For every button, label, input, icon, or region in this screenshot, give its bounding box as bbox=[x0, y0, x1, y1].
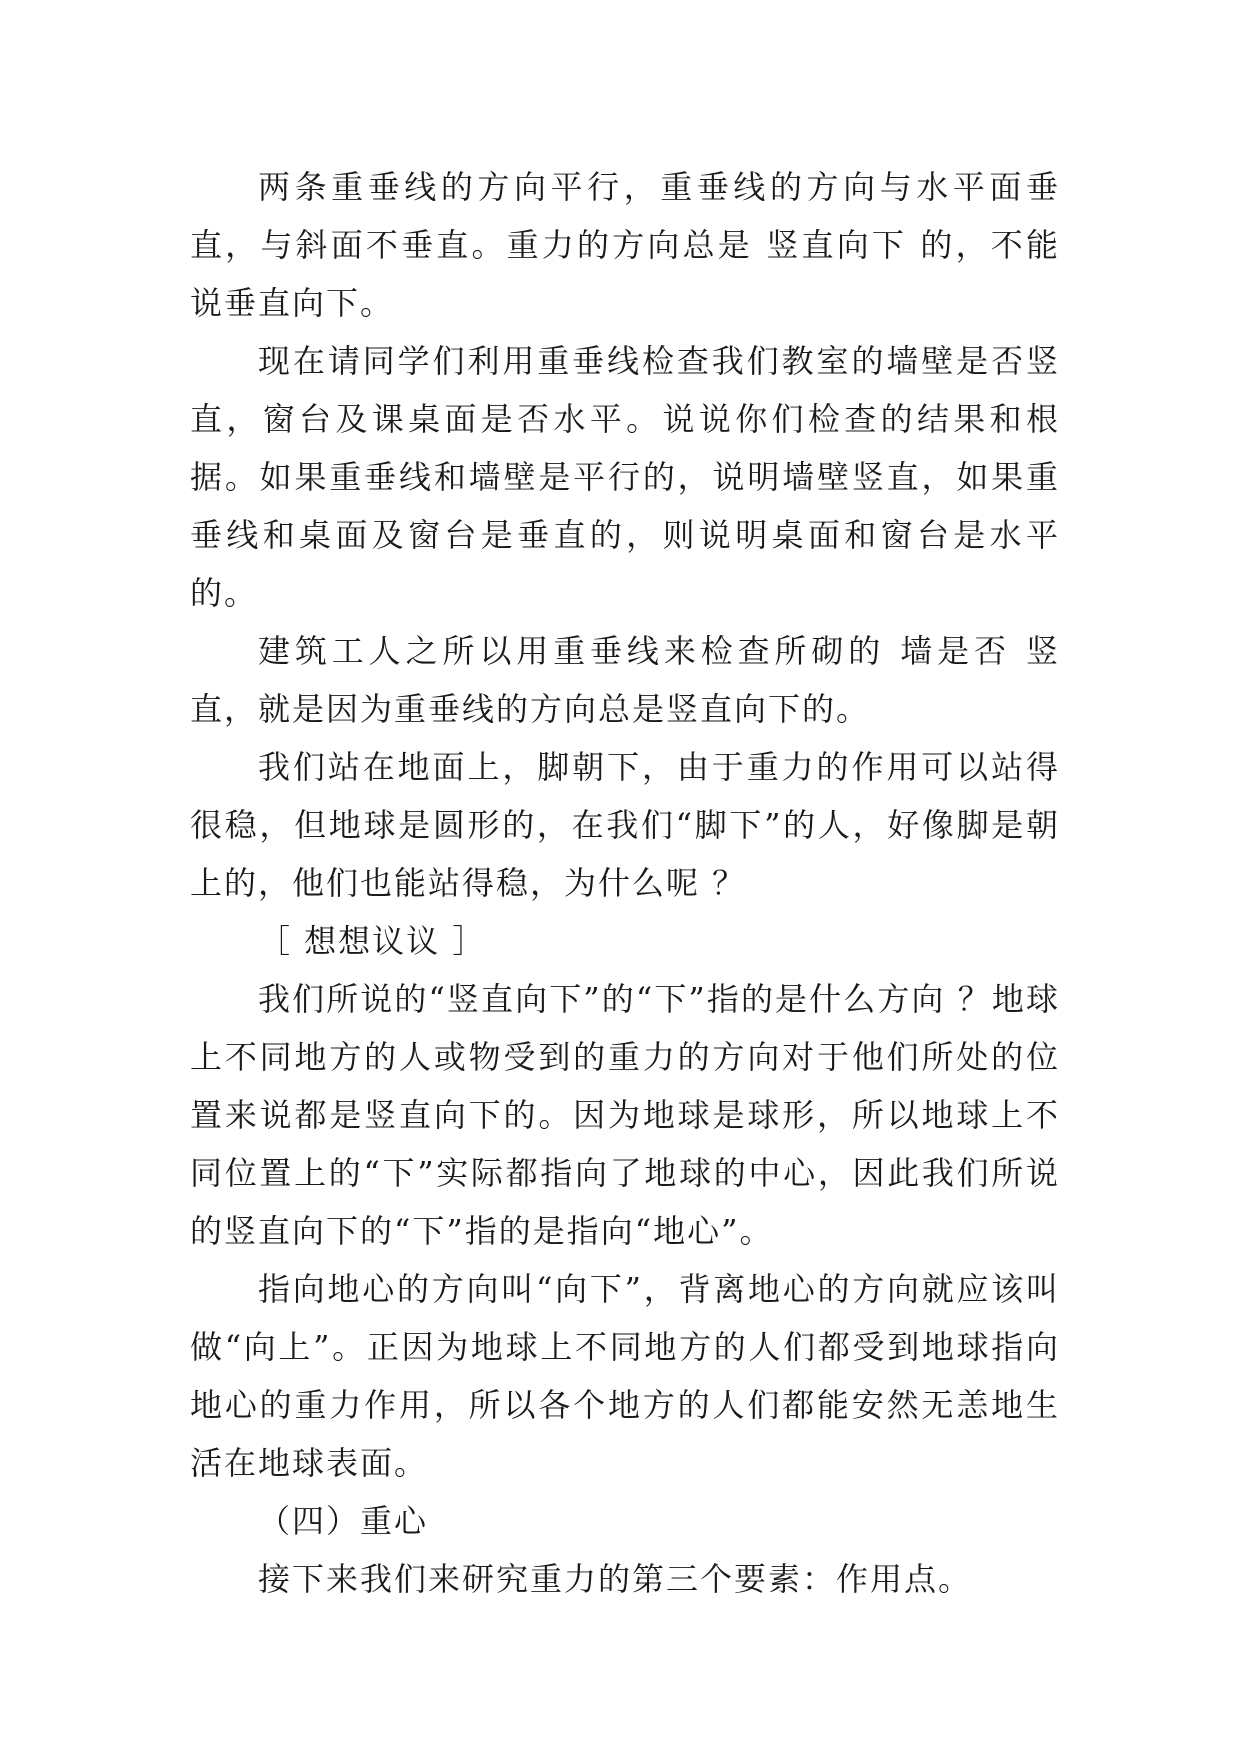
paragraph-up-and-down: 指向地心的方向叫“向下”，背离地心的方向就应该叫做“向上”。正因为地球上不同地方的人们都受到地球指向地心的重力作用，所以各个地方的人们都能安然无恙地生活在地球表面。 bbox=[190, 1270, 1060, 1482]
paragraph-gravity-direction: 两条重垂线的方向平行，重垂线的方向与水平面垂直，与斜面不垂直。重力的方向总是 竖直向下 的，不能说垂直向下。 bbox=[190, 168, 1060, 322]
paragraph-meaning-of-down: 我们所说的“竖直向下”的“下”指的是什么方向 ？地球上不同地方的人或物受到的重力的方向对于他们所处的位置来说都是竖直向下的。因为地球是球形，所以地球上不同位置上的“下”实际都指向了地球的中心，因此我们所说的竖直向下的“下”指的是指向“地心”。 bbox=[190, 980, 1060, 1250]
body-text bbox=[190, 158, 1060, 1608]
section-heading-center-of-gravity: （四）重心 bbox=[258, 1502, 429, 1540]
paragraph-builders: 建筑工人之所以用重垂线来检查所砌的 墙是否 竖直，就是因为重垂线的方向总是竖直向下的。 bbox=[190, 632, 1060, 728]
paragraph-classroom-check: 现在请同学们利用重垂线检查我们教室的墙壁是否竖直，窗台及课桌面是否水平。说说你们检查的结果和根据。如果重垂线和墙壁是平行的，说明墙壁竖直，如果重垂线和桌面及窗台是垂直的，则说明桌面和窗台是水平的。 bbox=[190, 342, 1060, 612]
paragraph-standing-question: 我们站在地面上，脚朝下，由于重力的作用可以站得很稳，但地球是圆形的，在我们“脚下”的人，好像脚是朝上的，他们也能站得稳，为什么呢 ？ bbox=[190, 748, 1060, 902]
paragraph-point-of-action: 接下来我们来研究重力的第三个要素：作用点。 bbox=[258, 1560, 973, 1598]
section-think-discuss: ［ 想想议议 ］ bbox=[258, 922, 487, 960]
